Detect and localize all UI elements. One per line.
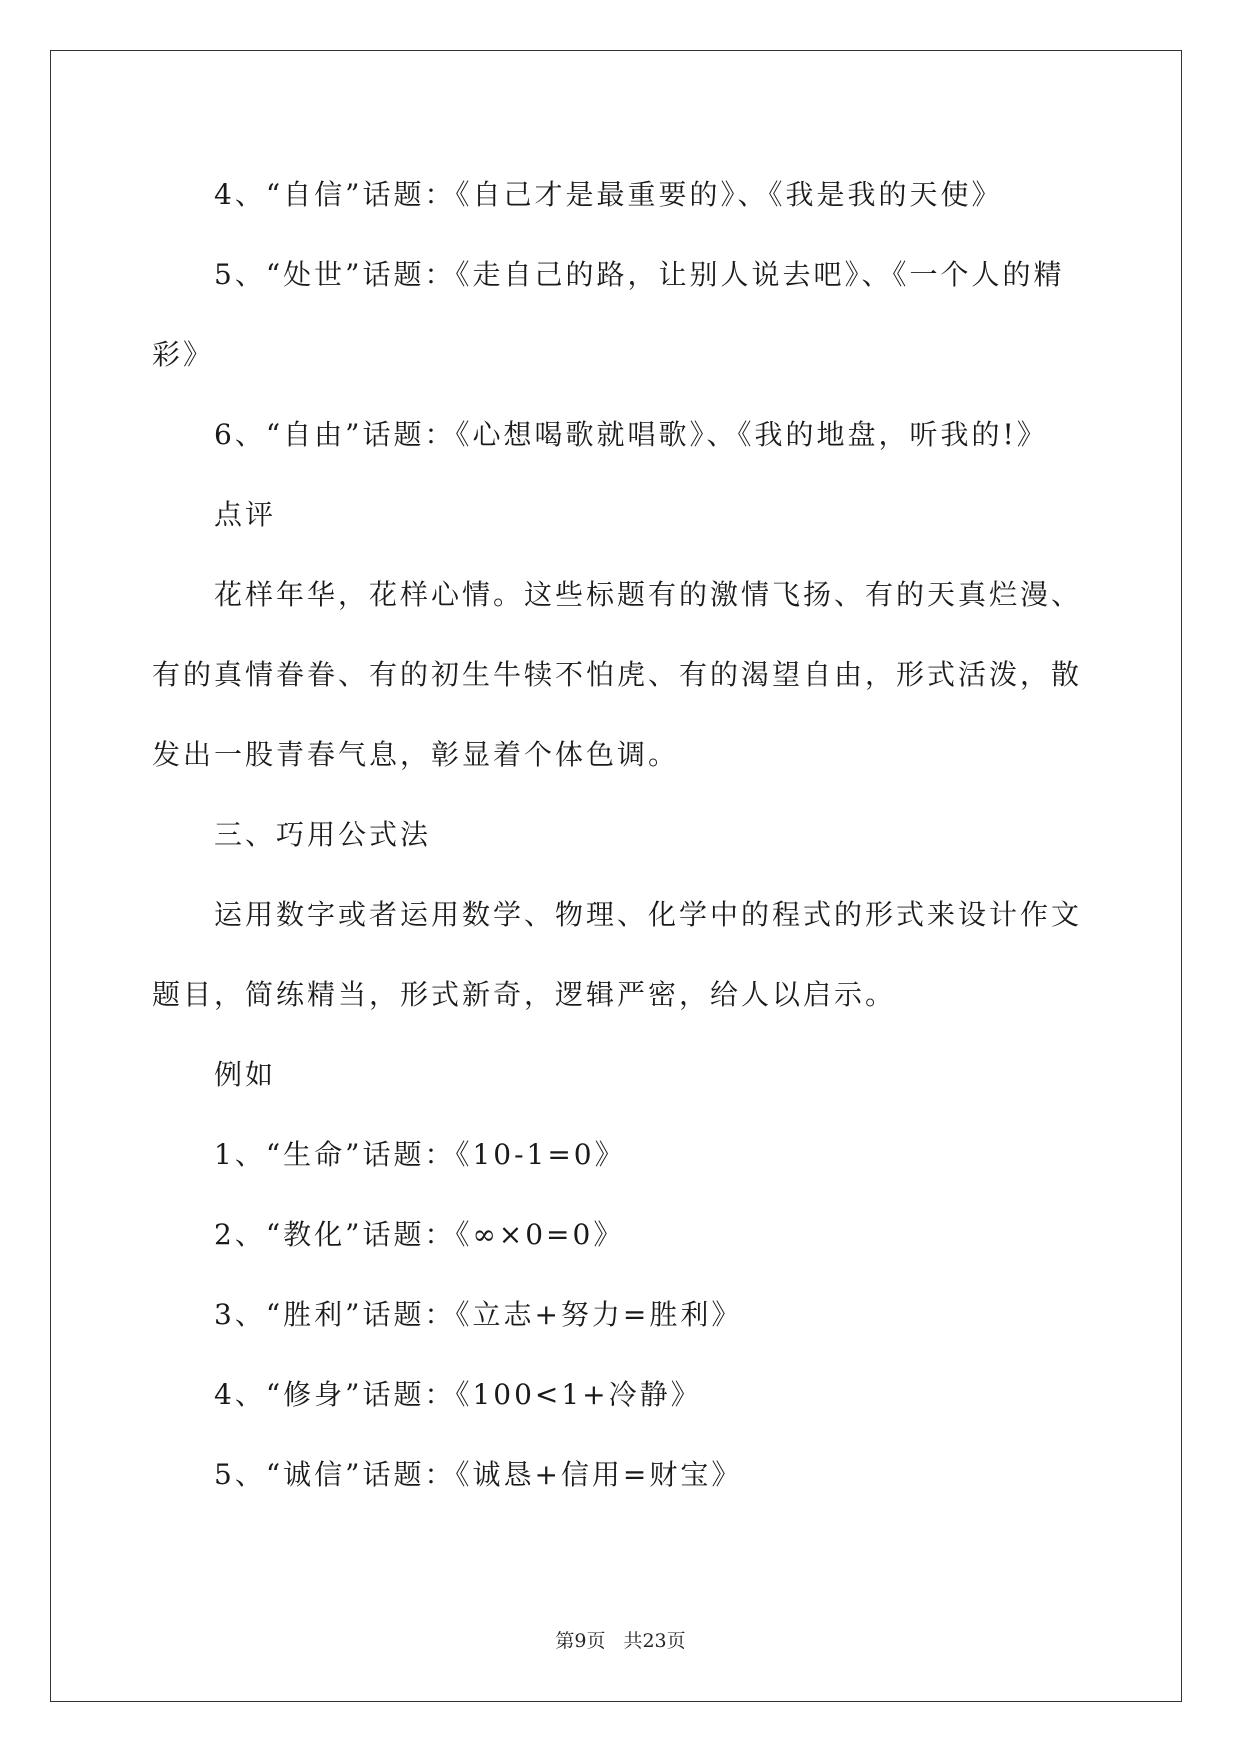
paragraph: 6、“自由”话题：《心想喝歌就唱歌》、《我的地盘，听我的!》	[214, 418, 1048, 451]
list-item: 4、“修身”话题：《100<1+冷静》	[214, 1378, 702, 1411]
list-item: 1、“生命”话题：《10-1=0》	[214, 1138, 626, 1171]
page-footer	[0, 1626, 1241, 1653]
section-label: 点评	[214, 498, 277, 531]
paragraph: 花样年华，花样心情。这些标题有的激情飞扬、有的天真烂漫、有的真情眷眷、有的初生牛犊不怕虎、有的渴望自由，形式活泼，散发出一股青春气息，彰显着个体色调。	[152, 578, 1083, 771]
section-label: 例如	[214, 1058, 277, 1091]
list-item: 2、“教化”话题：《∞×0=0》	[214, 1218, 625, 1251]
page-total: 共23页	[623, 1630, 686, 1652]
page-number: 第9页	[555, 1630, 606, 1652]
section-heading: 三、巧用公式法	[214, 818, 432, 851]
list-item: 5、“诚信”话题：《诚恳+信用=财宝》	[214, 1458, 743, 1491]
paragraph: 运用数字或者运用数学、物理、化学中的程式的形式来设计作文题目，简练精当，形式新奇，逻辑严密，给人以启示。	[152, 898, 1083, 1011]
list-item: 3、“胜利”话题：《立志+努力=胜利》	[214, 1298, 743, 1331]
paragraph: 5、“处世”话题：《走自己的路，让别人说去吧》、《一个人的精彩》	[152, 258, 1065, 371]
document-body	[152, 155, 1092, 1515]
paragraph: 4、“自信”话题：《自己才是最重要的》、《我是我的天使》	[214, 178, 1003, 211]
